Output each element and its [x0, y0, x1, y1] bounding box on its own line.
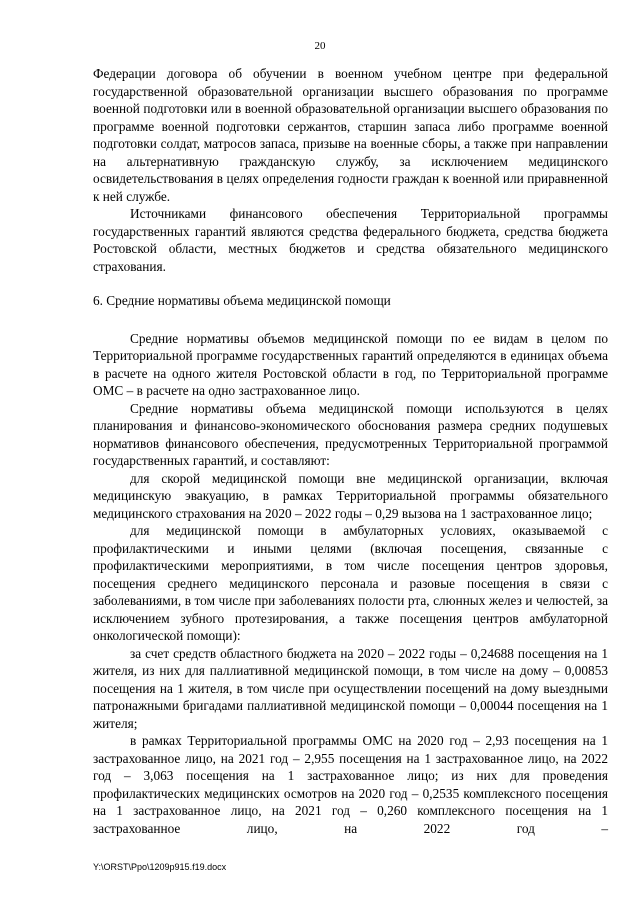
- paragraph-norms-definition: Средние нормативы объемов медицинской помощи по ее видам в целом по Территориальной программе государственных гарантий определяются в единицах объема в расчете на одного жителя Ростовской области в год, по Территориальной программе ОМС – в расчете на одно застрахованное лицо.: [93, 330, 608, 398]
- paragraph-norms-usage: Средние нормативы объема медицинской помощи используются в целях планирования и финансово-экономического обоснования размера средних подушевых нормативов финансового обеспечения, предусмотренных Территориальной программой государственных гарантий, и составляют:: [93, 400, 608, 468]
- paragraph-regional-budget: за счет средств областного бюджета на 2020 – 2022 годы – 0,24688 посещения на 1 жителя, из них для паллиативной медицинской помощи, в том числе на дому – 0,00853 посещения на 1 жителя, в том числе при осуществлении посещений на дому выездными патронажными бригадами паллиативной медицинской помощи – 0,00044 посещения на 1 жителя;: [93, 645, 608, 731]
- section-heading: 6. Средние нормативы объема медицинской помощи: [93, 293, 391, 308]
- page-number: 20: [314, 40, 326, 52]
- paragraph-funding-sources: Источниками финансового обеспечения Территориальной программы государственных гарантий являются средства федерального бюджета, средства бюджета Ростовской области, местных бюджетов и средства обязательного медицинского страхования.: [93, 206, 608, 274]
- paragraph-oms-program: в рамках Территориальной программы ОМС на 2020 год – 2,93 посещения на 1 застрахованное лицо, на 2021 год – 2,955 посещения на 1 застрахованное лицо, на 2022 год – 3,063 посещения на 1 застрахованное лицо; из них для проведения профилактических медицинских осмотров на 2020 год – 0,2535 комплексного посещения на 1 застрахованное лицо, на 2021 год – 0,260 комплексного посещения на 1 застрахованное лицо, на 2022 год –: [93, 733, 608, 836]
- paragraph-emergency-care: для скорой медицинской помощи вне медицинской организации, включая медицинскую эвакуацию, в рамках Территориальной программы обязательного медицинского страхования на 2020 – 2022 годы – 0,29 вызова на 1 застрахованное лицо;: [93, 470, 608, 521]
- paragraph-outpatient-care: для медицинской помощи в амбулаторных условиях, оказываемой с профилактическими и иными целями (включая посещения, связанные с профилактическими мероприятиями, в том числе посещения центров здоровья, посещения среднего медицинского персонала и разовые посещения в связи с заболеваниями, в том числе при заболеваниях полости рта, слюнных желез и челюстей, за исключением зубного протезирования, а также посещения центров амбулаторной онкологической помощи):: [93, 523, 608, 643]
- document-body: [93, 65, 608, 837]
- paragraph-continuation: Федерации договора об обучении в военном учебном центре при федеральной государственной образовательной организации высшего образования по программе военной подготовки или в военной образовательной организации высшего образования по программе военной подготовки сержантов, старшин запаса либо программе военной подготовки солдат, матросов запаса, призыве на военные сборы, а также при направлении на альтернативную гражданскую службу, за исключением медицинского освидетельствования в целях определения годности граждан к военной или приравненной к ней службе.: [93, 66, 608, 204]
- footer-file-path: Y:\ORST\Ppo\1209p915.f19.docx: [93, 862, 227, 872]
